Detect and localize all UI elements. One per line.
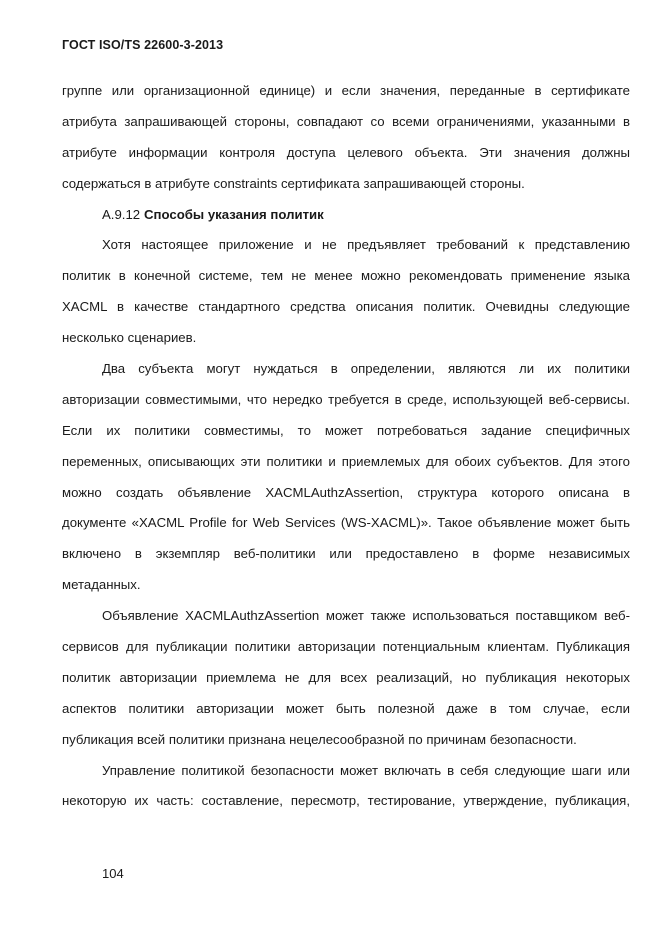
section-number: A.9.12 xyxy=(102,206,141,222)
section-heading xyxy=(62,200,630,231)
document-header: ГОСТ ISO/TS 22600-3-2013 xyxy=(62,38,224,52)
text-line: атрибута запрашивающей стороны, совпадают со всеми ограничениями, указанными в xyxy=(62,113,630,129)
text-line: метаданных. xyxy=(62,577,141,593)
text-line: атрибуте информации контроля доступа целевого объекта. Эти значения должны xyxy=(62,144,630,160)
text-line: Если их политики совместимы, то может потребоваться задание специфичных xyxy=(62,422,630,438)
paragraph xyxy=(62,76,630,200)
text-line: XACML в качестве стандартного средства описания политик. Очевидны следующие xyxy=(62,299,630,315)
text-line: документе «XACML Profile for Web Services (WS-XACML)». Такое объявление может быть xyxy=(62,515,630,531)
text-line: сервисов для публикации политики авторизации потенциальным клиентам. Публикация xyxy=(62,639,630,655)
paragraph xyxy=(62,601,630,755)
paragraph xyxy=(62,354,630,601)
text-line: некоторую их часть: составление, пересмотр, тестирование, утверждение, публикация, xyxy=(62,793,630,809)
text-line: аспектов политики авторизации может быть полезной даже в том случае, если xyxy=(62,700,630,716)
text-line: содержаться в атрибуте constraints сертификата запрашивающей стороны. xyxy=(62,175,525,191)
text-line: политик в конечной системе, тем не менее можно рекомендовать применение языка xyxy=(62,268,630,284)
text-line: публикация всей политики признана нецелесообразной по причинам безопасности. xyxy=(62,731,577,747)
document-body xyxy=(62,76,630,817)
text-line: включено в экземпляр веб-политики или предоставлено в форме независимых xyxy=(62,546,630,562)
text-line: несколько сценариев. xyxy=(62,330,197,346)
text-line: Объявление XACMLAuthzAssertion может также использоваться поставщиком веб- xyxy=(102,608,630,624)
text-line: политик авторизации приемлема не для всех реализаций, но публикация некоторых xyxy=(62,669,630,685)
section-title: Способы указания политик xyxy=(144,206,324,222)
text-line: Два субъекта могут нуждаться в определении, являются ли их политики xyxy=(102,361,630,377)
text-line: Хотя настоящее приложение и не предъявляет требований к представлению xyxy=(102,237,630,253)
text-line: группе или организационной единице) и если значения, переданные в сертификате xyxy=(62,83,630,98)
text-line: можно создать объявление XACMLAuthzAssertion, структура которого описана в xyxy=(62,484,630,500)
paragraph xyxy=(62,756,630,818)
page-number: 104 xyxy=(102,866,124,881)
text-line: переменных, описывающих эти политики и приемлемых для обоих субъектов. Для этого xyxy=(62,453,630,469)
paragraph xyxy=(62,230,630,354)
text-line: Управление политикой безопасности может включать в себя следующие шаги или xyxy=(102,762,630,778)
text-line: авторизации совместимыми, что нередко требуется в среде, использующей веб-сервисы. xyxy=(62,391,630,407)
